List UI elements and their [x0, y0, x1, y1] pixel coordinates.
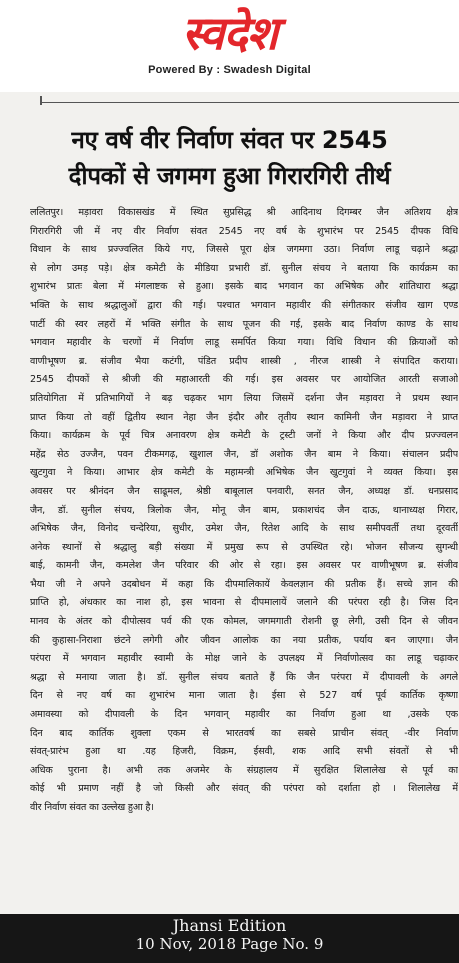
article-line: प्राप्त किया तो वहीं द्वितीय स्थान नेहा जैन इंदौर और तृतीय स्थान कामिनी जैन मड़ावरा ने प्राप्त — [30, 411, 458, 423]
article-line: संवत्-प्रारंभ हुआ था .यह हिजरी, विक्रम, ईसवी, शक आदि सभी संवतों से भी — [30, 746, 458, 758]
article-line: भैया जी ने अपने उदबोधन में कहा कि दीपमालिकायें केवलज्ञान की प्रतीक हैं। सच्चे ज्ञान की — [30, 578, 458, 590]
column-rule — [40, 102, 459, 103]
column-rule-tick — [40, 96, 42, 105]
article-line: अभिषेक जैन, विनोद चन्देरिया, सुधीर, उमेश जैन, रितेश आदि के साथ समीपवर्ती तथा दूरवर्ती — [30, 523, 458, 535]
article-line: प्राप्ति हो, अंधकार का नाश हो, इस भावना से दीपमालायें जलाने की परंपरा रही है। जिस दिन — [30, 597, 458, 609]
article-line: कोई भी प्रमाण नहीं है जो किसी और संवत् की परंपरा को दर्शाता हो । शिलालेख में — [30, 783, 458, 795]
article-line: शुभारंभ प्रातः बेला में मंगलाष्टक से हुआ। इसके बाद भगवान का अभिषेक और शांतिधारा श्रद्धा — [30, 281, 458, 293]
article-line: गिरारगिरी जी में नए वीर निर्वाण संवत 2545 नए वर्ष के शुभारंभ पर 2545 दीपक विधि — [30, 225, 458, 237]
edition-date-page: 10 Nov, 2018 Page No. 9 — [135, 935, 324, 953]
article-line: श्रद्धा से मनाया जाता है। डॉ. सुनील संचय बताते हैं कि जैन परंपरा में दीपावली के अगले — [30, 671, 458, 683]
article-line: भक्ति के साथ श्रद्धालुओं द्वारा की गई। पश्चात भगवान महावीर की संगीतकार संजीव खाग एण्ड — [30, 299, 458, 311]
article-line: दिन से नए वर्ष का शुभारंभ माना जाता है। ईसा से 527 वर्ष पूर्व कार्तिक कृष्णा — [30, 690, 458, 702]
article-line: की कुहासा-निराशा छंटने लगेगी और जीवन आलोक का नया प्रतीक, पर्याय बन जाएगा। जैन — [30, 634, 458, 646]
article-line: खुटगुवा ने किया। आभार क्षेत्र कमेटी के महामन्त्री अभिषेक जैन खुटगुवां ने व्यक्त किया। इस — [30, 467, 458, 479]
article-line: पार्टी की स्वर लहरों में भक्ति संगीत के साथ पूजन की गई, इसके बाद निर्वाण काण्ड के साथ — [30, 318, 458, 330]
newspaper-clipping — [0, 92, 459, 914]
article-line: से लोग उमड़ पड़े। क्षेत्र कमेटी के मीडिया प्रभारी डॉ. सुनील संचय ने बताया कि कार्यक्रम का — [30, 262, 458, 274]
masthead — [0, 0, 459, 92]
article-line: भगवान महावीर के चरणों में निर्वाण लाडू समर्पित किया गया। विधि विधान की क्रियाओं को — [30, 337, 458, 349]
article-line: विधान के साथ प्रज्ज्वलित किये गए, जिससे पूरा क्षेत्र जगमगा उठा। निर्वाण लाडू चढ़ाने श्रद्धा — [30, 244, 458, 256]
article-line: दिन बाद कार्तिक शुक्ला एकम से भारतवर्ष का सबसे प्राचीन संवत् -वीर निर्वाण — [30, 727, 458, 739]
article-line: 2545 दीपकों से श्रीजी की महाआरती की गई। इस अवसर पर आयोजित आरती सजाओ — [30, 374, 458, 386]
article-line: अवसर पर श्रीनंदन जैन साढूमल, श्रेष्ठी बाबूलाल पनवारी, सनत जैन, अध्यक्ष डॉ. धनप्रसाद — [30, 485, 458, 497]
article-line: किया। कार्यक्रम के पूर्व चित्र अनावरण क्षेत्र कमेटी के ट्रस्टी जनों ने किया और दीप प्रज्ज्वलन — [30, 430, 458, 442]
article-body — [30, 204, 458, 818]
article-headline — [12, 122, 447, 194]
powered-by-label: Powered By : Swadesh Digital — [148, 64, 311, 76]
article-line: परंपरा में भगवान महावीर स्वामी के मोक्ष जाने के उपलक्ष्य में निर्वाणोत्सव का लाडू चढ़ाकर — [30, 653, 458, 665]
article-line: प्रतियोगिता में प्रतिभागियों ने बढ़ चढ़कर भाग लिया जिसमें दर्शना जैन मड़ावरा ने प्रथम स्थान — [30, 392, 458, 404]
edition-footer — [0, 914, 459, 963]
headline-line-2: दीपकों से जगमग हुआ गिरारगिरी तीर्थ — [68, 162, 391, 190]
edition-name: Jhansi Edition — [172, 916, 287, 935]
article-line: बाई, कामनी जैन, कमलेश जैन परिवार की ओर से रहा। इस अवसर पर वाणीभूषण ब्र. संजीव — [30, 560, 458, 572]
swadesh-logo: स्वदेश — [181, 6, 278, 60]
article-line: अधिक पुराना है। अभी तक अजमेर के संग्रहालय में सुरक्षित शिलालेख से पूर्व का — [30, 764, 458, 776]
article-line: वाणीभूषण ब्र. संजीव भैया कटंगी, पंडित प्रदीप शास्त्री , नीरज शास्त्री ने संपादित कराया। — [30, 355, 458, 367]
article-line: जैन, डॉ. सुनील संचय, त्रिलोक जैन, मोनू जैन बाम, प्रकाशचंद जैन दाऊ, थानाध्यक्ष गिरार, — [30, 504, 458, 516]
article-line: मानव के अंतर को दीपोत्सव पर्व की एक कोमल, जगमगाती रोशनी छू लेगी, उसी दिन से जीवन — [30, 616, 458, 628]
article-line: अनेक स्थानों से श्रद्धालु बड़ी संख्या में प्रमुख रूप से उपस्थित रहे। भोजन सौजन्य सुगन्धी — [30, 541, 458, 553]
headline-line-1: नए वर्ष वीर निर्वाण संवत पर 2545 — [71, 126, 388, 154]
article-line: ललितपुर। मड़ावरा विकासखंड में स्थित सुप्रसिद्ध श्री आदिनाथ दिगम्बर जैन अतिशय क्षेत्र — [30, 207, 458, 218]
article-line: वीर निर्वाण संवत का उल्लेख हुआ है। — [30, 802, 154, 813]
article-line: अमावस्या को दीपावली के दिन भगवान् महावीर का निर्वाण हुआ था ,उसके एक — [30, 709, 458, 721]
article-line: महेंद्र सेठ उज्जैन, पवन टीकमगढ़, खुशाल जैन, डॉ अशोक जैन बाम ने किया। संचालन प्रदीप — [30, 448, 458, 460]
